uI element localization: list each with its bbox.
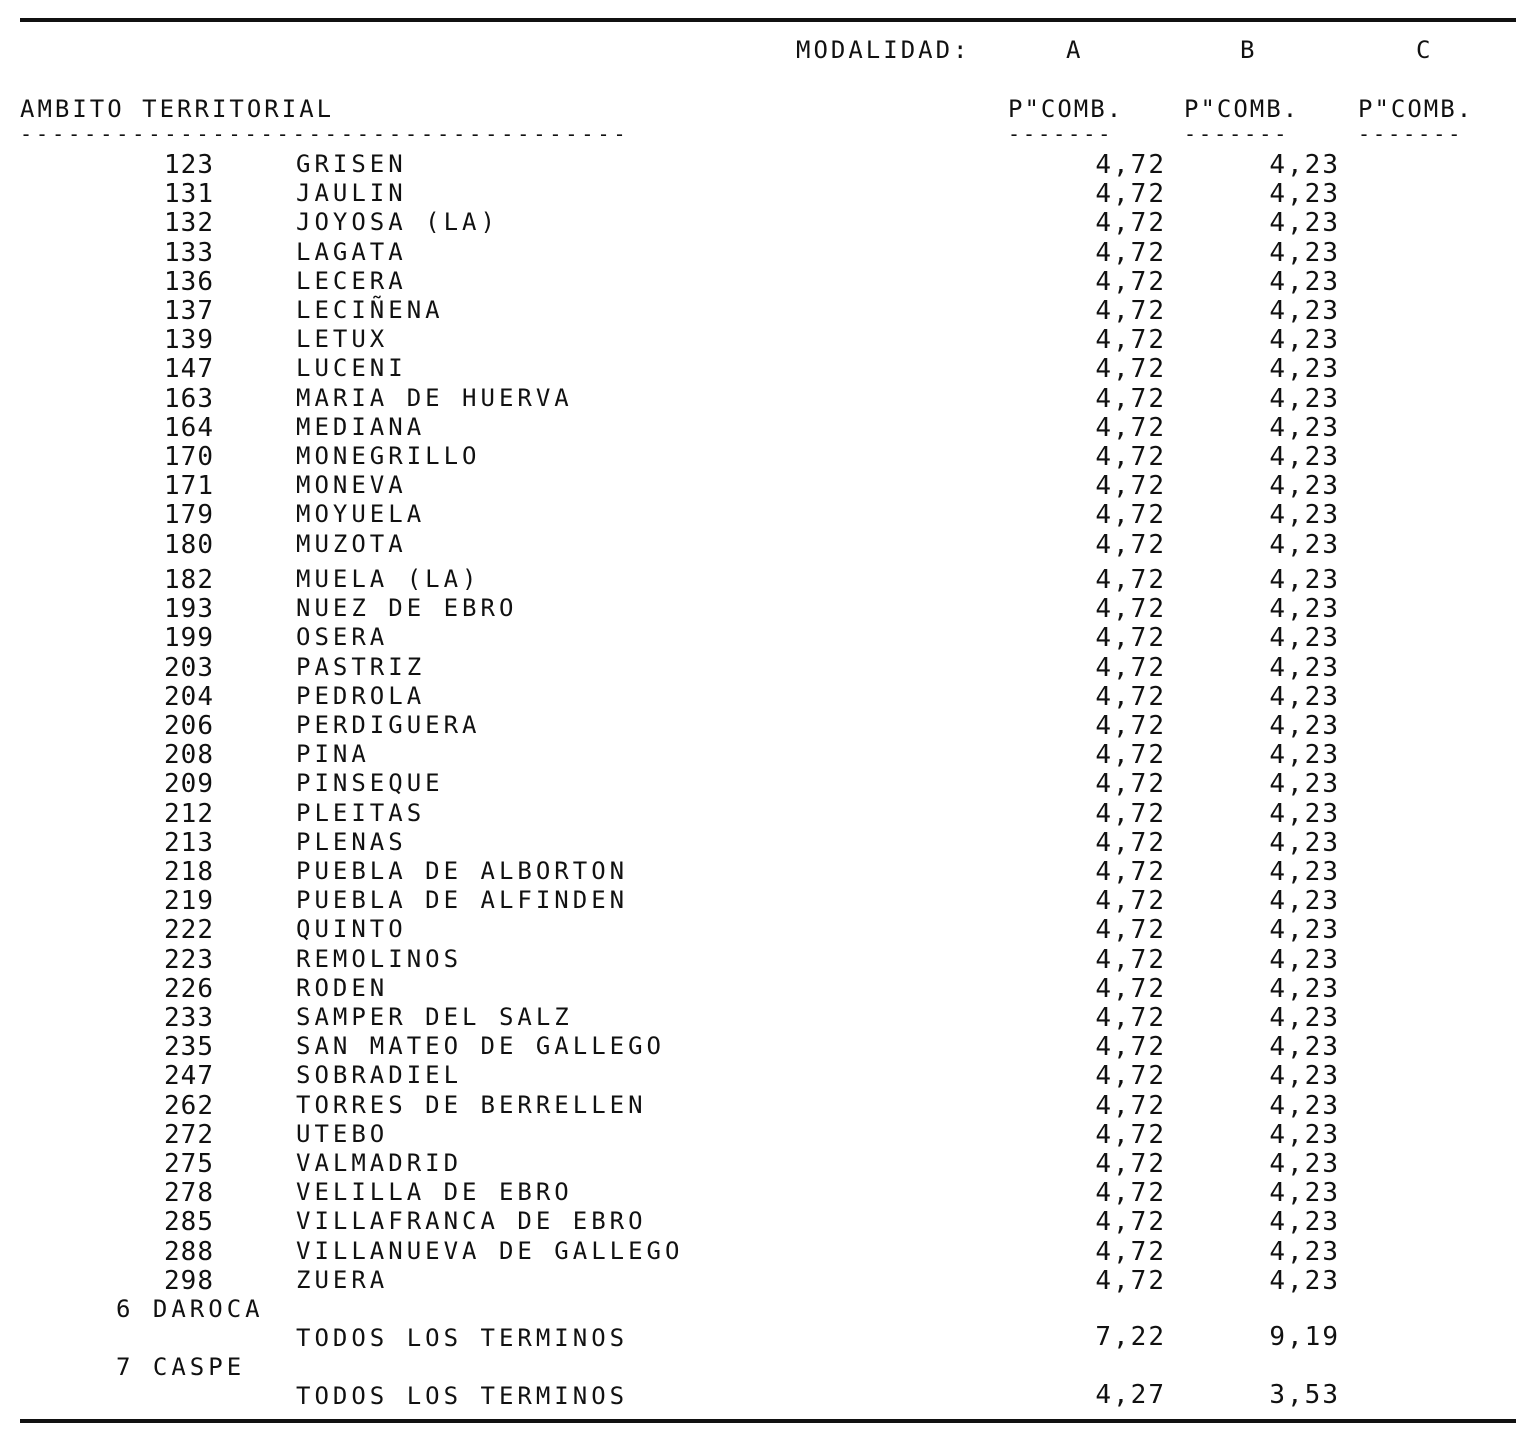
row-code: 136 [164, 266, 214, 297]
row-value-a: 4,72 [1095, 1207, 1166, 1238]
row-code: 139 [164, 325, 214, 356]
row-municipality: JOYOSA (LA) [296, 208, 499, 237]
row-municipality: VILLAFRANCA DE EBRO [296, 1207, 647, 1236]
row-code: 208 [164, 740, 214, 771]
row-value-a: 4,72 [1095, 1265, 1166, 1296]
row-code: 235 [164, 1032, 214, 1063]
row-value-a: 4,72 [1095, 296, 1166, 326]
row-municipality: PUEBLA DE ALBORTON [296, 857, 629, 885]
row-value-a: 4,72 [1095, 1236, 1166, 1267]
row-code: 209 [164, 769, 214, 800]
row-value-b: 4,23 [1269, 1236, 1340, 1267]
row-municipality: LUCENI [296, 354, 407, 383]
row-value-a: 4,72 [1095, 857, 1166, 887]
row-value-b: 4,23 [1269, 740, 1340, 771]
row-value-b: 4,23 [1269, 769, 1340, 800]
row-value-a: 4,72 [1095, 594, 1166, 625]
row-value-a: 4,72 [1095, 1003, 1166, 1033]
top-rule [20, 18, 1516, 22]
row-municipality: LECERA [296, 266, 407, 295]
row-value-a: 4,72 [1095, 179, 1166, 210]
ambito-underline: -------------------------------------- [20, 122, 630, 146]
row-value-a: 4,72 [1095, 208, 1166, 239]
row-code: 123 [164, 150, 214, 180]
row-value-a: 4,72 [1095, 325, 1166, 356]
row-value-a: 4,72 [1095, 1119, 1166, 1150]
row-municipality: ZUERA [296, 1265, 389, 1294]
row-municipality: PLEITAS [296, 798, 426, 827]
row-value-a: 4,72 [1095, 798, 1166, 829]
row-value-b: 4,23 [1269, 266, 1340, 297]
row-value-b: 4,23 [1269, 383, 1340, 414]
column-a-header: A [1066, 36, 1084, 64]
row-code: 199 [164, 623, 214, 654]
row-value-b: 4,23 [1269, 529, 1340, 560]
row-municipality: PINA [296, 740, 370, 769]
row-code: 204 [164, 681, 214, 712]
row-municipality: LAGATA [296, 237, 407, 266]
row-code: 131 [164, 179, 214, 210]
row-value-b: 4,23 [1269, 973, 1340, 1004]
row-code: 278 [164, 1178, 214, 1209]
row-municipality: REMOLINOS [296, 944, 463, 973]
row-value-b: 4,23 [1269, 1265, 1340, 1296]
row-value-b: 4,23 [1269, 500, 1340, 531]
row-code: 213 [164, 827, 214, 858]
row-value-b: 4,23 [1269, 711, 1340, 741]
row-value-a: 4,72 [1095, 266, 1166, 297]
row-value-a: 4,72 [1095, 412, 1166, 443]
row-municipality: LECIÑENA [296, 296, 444, 324]
row-value-a: 4,72 [1095, 1178, 1166, 1209]
row-code: 180 [164, 529, 214, 560]
row-value-b: 4,23 [1269, 179, 1340, 210]
pcomb-c-header: P"COMB. [1358, 95, 1474, 123]
row-code: 212 [164, 798, 214, 829]
row-value-a: 4,72 [1095, 1090, 1166, 1121]
row-value-a: 4,72 [1095, 383, 1166, 414]
row-municipality: MEDIANA [296, 412, 426, 441]
row-value-b: 4,23 [1269, 1061, 1340, 1092]
row-municipality: SAMPER DEL SALZ [296, 1003, 573, 1031]
row-value-a: 4,72 [1095, 740, 1166, 771]
row-value-a: 4,72 [1095, 150, 1166, 180]
row-code: 193 [164, 594, 214, 625]
row-value-b: 4,23 [1269, 827, 1340, 858]
row-municipality: RODEN [296, 973, 389, 1002]
row-municipality: QUINTO [296, 915, 407, 944]
column-b-header: B [1240, 36, 1258, 64]
row-value-b: 4,23 [1269, 652, 1340, 683]
ambito-territorial-label: AMBITO TERRITORIAL [20, 95, 335, 123]
row-value-b: 4,23 [1269, 325, 1340, 356]
row-value-b: 4,23 [1269, 915, 1340, 946]
row-value-a: 4,72 [1095, 442, 1166, 472]
row-municipality: PUEBLA DE ALFINDEN [296, 886, 629, 915]
row-value-a: 4,72 [1095, 973, 1166, 1004]
row-code: 171 [164, 471, 214, 502]
row-code: 285 [164, 1207, 214, 1238]
region-caspe-label: 7 CASPE [116, 1353, 246, 1381]
row-code: 203 [164, 652, 214, 683]
row-municipality: SOBRADIEL [296, 1061, 463, 1090]
row-value-b: 4,23 [1269, 1090, 1340, 1121]
row-municipality: PASTRIZ [296, 652, 426, 681]
row-value-b: 4,23 [1269, 798, 1340, 829]
row-value-a: 4,72 [1095, 915, 1166, 946]
row-code: 275 [164, 1149, 214, 1179]
pcomb-c-underline: ------- [1358, 122, 1464, 146]
region-caspe-value-a: 4,27 [1095, 1380, 1166, 1410]
row-municipality: MUZOTA [296, 529, 407, 558]
row-code: 247 [164, 1061, 214, 1092]
row-value-a: 4,72 [1095, 354, 1166, 385]
row-value-a: 4,72 [1095, 529, 1166, 560]
row-value-b: 4,23 [1269, 1178, 1340, 1209]
row-municipality: VELILLA DE EBRO [296, 1178, 573, 1207]
pcomb-a-underline: ------- [1008, 122, 1114, 146]
row-value-b: 4,23 [1269, 296, 1340, 326]
row-value-b: 4,23 [1269, 208, 1340, 239]
column-c-header: C [1416, 36, 1434, 64]
row-value-b: 4,23 [1269, 594, 1340, 625]
row-value-b: 4,23 [1269, 354, 1340, 385]
row-code: 219 [164, 886, 214, 917]
row-municipality: MONEGRILLO [296, 442, 481, 470]
row-municipality: VILLANUEVA DE GALLEGO [296, 1236, 684, 1265]
row-value-b: 4,23 [1269, 1207, 1340, 1238]
row-code: 223 [164, 944, 214, 975]
row-code: 206 [164, 711, 214, 741]
pcomb-b-underline: ------- [1184, 122, 1290, 146]
row-municipality: PEDROLA [296, 681, 426, 710]
row-value-b: 4,23 [1269, 623, 1340, 654]
row-code: 182 [164, 565, 214, 595]
row-value-a: 4,72 [1095, 500, 1166, 531]
row-value-a: 4,72 [1095, 769, 1166, 800]
row-municipality: UTEBO [296, 1119, 389, 1148]
row-value-a: 4,72 [1095, 827, 1166, 858]
row-code: 132 [164, 208, 214, 239]
row-code: 133 [164, 237, 214, 268]
row-municipality: OSERA [296, 623, 389, 652]
region-daroca-terms: TODOS LOS TERMINOS [296, 1324, 629, 1352]
row-municipality: SAN MATEO DE GALLEGO [296, 1032, 665, 1061]
bottom-rule [20, 1419, 1516, 1423]
region-caspe-terms: TODOS LOS TERMINOS [296, 1382, 629, 1410]
row-value-b: 4,23 [1269, 944, 1340, 975]
row-code: 147 [164, 354, 214, 385]
pcomb-b-header: P"COMB. [1184, 95, 1300, 123]
row-code: 262 [164, 1090, 214, 1121]
row-value-a: 4,72 [1095, 471, 1166, 502]
row-value-b: 4,23 [1269, 565, 1340, 595]
row-value-a: 4,72 [1095, 237, 1166, 268]
row-code: 164 [164, 412, 214, 443]
region-caspe-value-b: 3,53 [1269, 1380, 1340, 1410]
row-value-a: 4,72 [1095, 1061, 1166, 1092]
row-municipality: MUELA (LA) [296, 565, 481, 593]
row-code: 222 [164, 915, 214, 946]
row-value-b: 4,23 [1269, 150, 1340, 180]
row-value-b: 4,23 [1269, 1119, 1340, 1150]
row-value-b: 4,23 [1269, 681, 1340, 712]
row-value-a: 4,72 [1095, 652, 1166, 683]
row-municipality: PLENAS [296, 827, 407, 856]
pcomb-a-header: P"COMB. [1008, 95, 1124, 123]
row-value-b: 4,23 [1269, 471, 1340, 502]
row-value-a: 4,72 [1095, 1149, 1166, 1179]
row-municipality: PINSEQUE [296, 769, 444, 798]
region-daroca-value-b: 9,19 [1269, 1322, 1340, 1352]
row-municipality: JAULIN [296, 179, 407, 208]
row-value-a: 4,72 [1095, 944, 1166, 975]
row-value-a: 4,72 [1095, 681, 1166, 712]
row-value-a: 4,72 [1095, 623, 1166, 654]
row-value-b: 4,23 [1269, 857, 1340, 887]
row-code: 179 [164, 500, 214, 531]
modalidad-label: MODALIDAD: [796, 36, 971, 64]
row-value-b: 4,23 [1269, 1032, 1340, 1063]
row-value-b: 4,23 [1269, 442, 1340, 472]
row-value-a: 4,72 [1095, 886, 1166, 917]
row-municipality: LETUX [296, 325, 389, 354]
row-code: 288 [164, 1236, 214, 1267]
row-code: 233 [164, 1003, 214, 1033]
row-value-b: 4,23 [1269, 1149, 1340, 1179]
row-municipality: PERDIGUERA [296, 711, 481, 739]
row-code: 298 [164, 1265, 214, 1296]
row-value-b: 4,23 [1269, 237, 1340, 268]
row-code: 272 [164, 1119, 214, 1150]
row-municipality: MOYUELA [296, 500, 426, 529]
row-municipality: GRISEN [296, 150, 407, 178]
row-municipality: VALMADRID [296, 1149, 463, 1177]
region-daroca-value-a: 7,22 [1095, 1322, 1166, 1352]
row-municipality: MARIA DE HUERVA [296, 383, 573, 412]
row-municipality: NUEZ DE EBRO [296, 594, 518, 623]
row-code: 218 [164, 857, 214, 887]
row-value-a: 4,72 [1095, 1032, 1166, 1063]
row-code: 163 [164, 383, 214, 414]
row-municipality: MONEVA [296, 471, 407, 500]
row-code: 170 [164, 442, 214, 472]
row-value-b: 4,23 [1269, 886, 1340, 917]
region-daroca-label: 6 DAROCA [116, 1295, 264, 1323]
row-value-a: 4,72 [1095, 711, 1166, 741]
row-value-b: 4,23 [1269, 412, 1340, 443]
row-municipality: TORRES DE BERRELLEN [296, 1090, 647, 1119]
row-value-b: 4,23 [1269, 1003, 1340, 1033]
row-code: 137 [164, 296, 214, 326]
row-code: 226 [164, 973, 214, 1004]
row-value-a: 4,72 [1095, 565, 1166, 595]
